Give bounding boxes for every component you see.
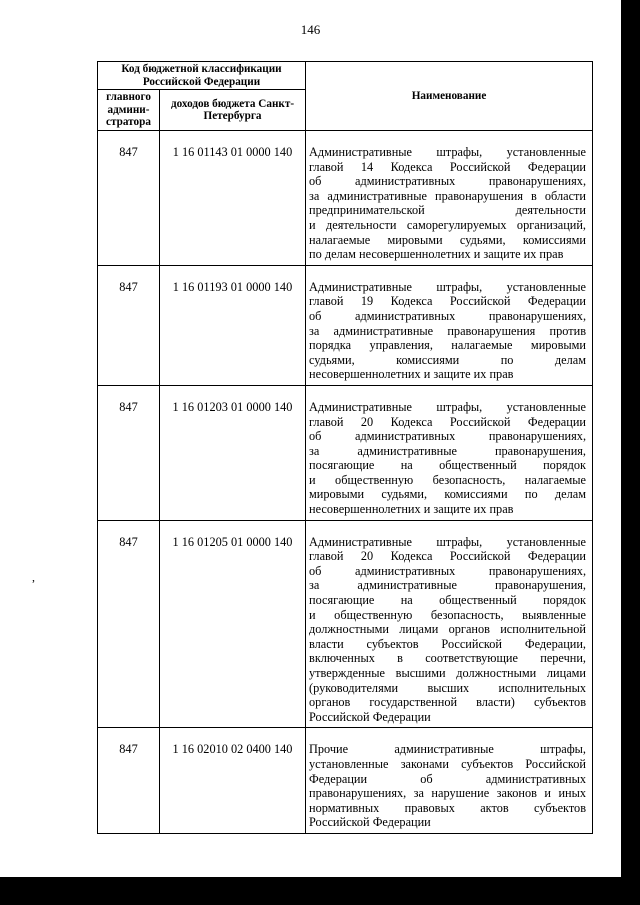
name-line: несовершеннолетних и защите их прав bbox=[309, 502, 514, 517]
name-line: включенных в соответствующие перечни, bbox=[309, 651, 587, 666]
name-line: предпринимательской деятельности bbox=[309, 203, 587, 218]
revenue-code-cell: 1 16 01143 01 0000 140 bbox=[160, 131, 306, 266]
name-line: Административные штрафы, установленные bbox=[309, 534, 587, 549]
name-cell bbox=[306, 728, 593, 834]
name-line: утвержденные высшими должностными лицами bbox=[309, 666, 587, 680]
name-line: за административные правонарушения, bbox=[309, 443, 587, 458]
name-line: Административные штрафы, установленные bbox=[309, 399, 587, 414]
name-line: за административные правонарушения против bbox=[309, 323, 587, 338]
table-row bbox=[98, 520, 593, 728]
name-line: и общественную безопасность, налагаемые bbox=[309, 472, 587, 487]
name-line: Прочие административные штрафы, bbox=[309, 742, 587, 757]
admin-code-cell: 847 bbox=[98, 385, 160, 520]
name-line: Федерации об административных bbox=[309, 771, 587, 786]
name-cell bbox=[306, 385, 593, 520]
name-line: правонарушениях, за нарушение законов и иных bbox=[309, 786, 587, 801]
revenue-code-cell: 1 16 02010 02 0400 140 bbox=[160, 728, 306, 834]
name-line: за административные правонарушения в области bbox=[309, 188, 587, 203]
name-line: налагаемые мировыми судьями, комиссиями bbox=[309, 232, 587, 247]
admin-code-cell: 847 bbox=[98, 131, 160, 266]
name-cell bbox=[306, 265, 593, 385]
name-line: за административные правонарушения, bbox=[309, 578, 587, 593]
name-line: посягающие на общественный порядок bbox=[309, 458, 587, 473]
table-row bbox=[98, 728, 593, 834]
header-name: Наименование bbox=[306, 62, 593, 131]
name-line: власти субъектов Российской Федерации, bbox=[309, 636, 587, 651]
name-line: и общественную безопасность, выявленные bbox=[309, 607, 587, 622]
name-cell bbox=[306, 520, 593, 728]
admin-code-cell: 847 bbox=[98, 520, 160, 728]
name-line: об административных правонарушениях, bbox=[309, 563, 587, 578]
name-line: Административные штрафы, установленные bbox=[309, 279, 587, 294]
name-line: посягающие на общественный порядок bbox=[309, 593, 587, 608]
page-number: 146 bbox=[300, 22, 321, 37]
budget-classification-table bbox=[97, 61, 593, 834]
name-line: несовершеннолетних и защите их прав bbox=[309, 367, 514, 382]
name-line: главой 20 Кодекса Российской Федерации bbox=[309, 549, 587, 564]
name-line: (руководителями высших исполнительных bbox=[309, 680, 587, 695]
admin-code-cell: 847 bbox=[98, 265, 160, 385]
name-cell bbox=[306, 131, 593, 266]
name-line: об административных правонарушениях, bbox=[309, 174, 587, 189]
table-row bbox=[98, 265, 593, 385]
header-group-label: Код бюджетной классификации Российской Федерации bbox=[98, 62, 306, 90]
name-line: и деятельности саморегулируемых организаций, bbox=[309, 217, 587, 232]
name-line: Российской Федерации bbox=[309, 815, 431, 830]
name-line: нормативных правовых актов субъектов bbox=[309, 800, 587, 815]
table-header-row-top bbox=[98, 62, 593, 90]
table-row bbox=[98, 131, 593, 266]
table-row bbox=[98, 385, 593, 520]
name-line: главой 14 Кодекса Российской Федерации bbox=[309, 159, 587, 174]
header-code: доходов бюджета Санкт-Петербурга bbox=[160, 90, 306, 131]
revenue-code-cell: 1 16 01203 01 0000 140 bbox=[160, 385, 306, 520]
name-line: установленные законами субъектов Российской bbox=[309, 756, 587, 771]
name-line: по делам несовершеннолетних и защите их прав bbox=[309, 247, 564, 262]
name-line: Административные штрафы, установленные bbox=[309, 145, 587, 159]
admin-code-cell: 847 bbox=[98, 728, 160, 834]
name-line: об административных правонарушениях, bbox=[309, 308, 587, 323]
name-line: Российской Федерации bbox=[309, 709, 431, 724]
revenue-code-cell: 1 16 01205 01 0000 140 bbox=[160, 520, 306, 728]
name-line: должностными лицами органов исполнительной bbox=[309, 622, 587, 637]
revenue-code-cell: 1 16 01193 01 0000 140 bbox=[160, 265, 306, 385]
header-admin: главного админи-стратора bbox=[98, 90, 160, 131]
name-line: органов государственной власти) субъектов bbox=[309, 695, 587, 710]
name-line: судьями, комиссиями по делам bbox=[309, 352, 587, 367]
name-line: главой 20 Кодекса Российской Федерации bbox=[309, 414, 587, 429]
name-line: об административных правонарушениях, bbox=[309, 429, 587, 444]
margin-mark: , bbox=[32, 570, 35, 584]
name-line: главой 19 Кодекса Российской Федерации bbox=[309, 294, 587, 309]
name-line: мировыми судьями, комиссиями по делам bbox=[309, 487, 587, 502]
name-line: порядка управления, налагаемые мировыми bbox=[309, 338, 587, 353]
